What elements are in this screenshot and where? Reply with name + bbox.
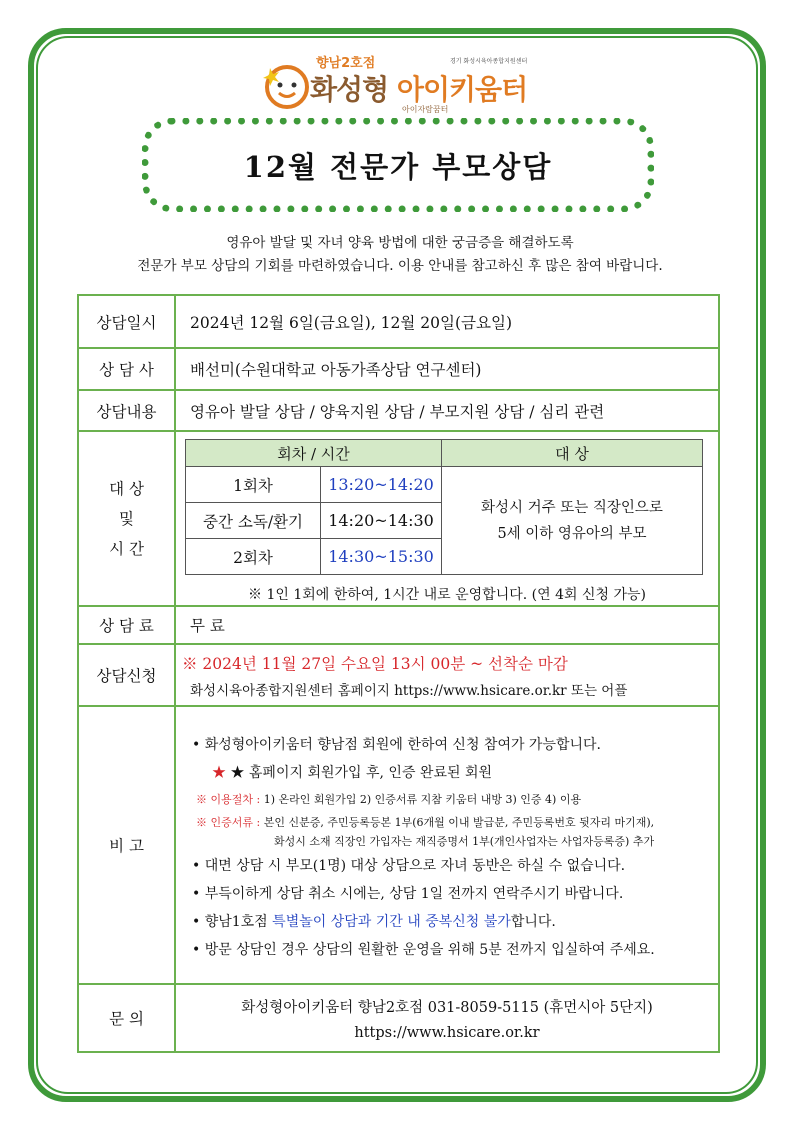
label-target (78, 431, 175, 606)
intro-line-2: 전문가 부모 상담의 기회를 마련하였습니다. 이용 안내를 참고하신 후 많은 참여 바랍니다. (137, 258, 663, 274)
label-contact: 문 의 (78, 984, 175, 1052)
row-fee (78, 606, 719, 644)
intro-line-1: 영유아 발달 및 자녀 양육 방법에 대한 궁금증을 해결하도록 (226, 235, 574, 251)
remark-procedure (192, 794, 717, 805)
remark-membership-sub-text: ★ 홈페이지 회원가입 후, 인증 완료된 회원 (230, 764, 492, 781)
target-note: ※ 1인 1회에 한하여, 1시간 내로 운영합니다. (연 4회 신청 가능) (248, 587, 646, 603)
value-remarks (175, 706, 719, 984)
row-target (78, 431, 719, 606)
label-apply: 상담신청 (78, 644, 175, 706)
row-remarks (78, 706, 719, 984)
target-desc (442, 467, 703, 575)
procedure-label: ※ 이용절차 : (196, 792, 261, 806)
value-contact (175, 984, 719, 1052)
session-name: 2회차 (186, 539, 321, 575)
session-time: 14:30~15:30 (321, 539, 442, 575)
page-title: 12월 전문가 부모상담 (243, 149, 553, 184)
schedule-table (185, 439, 703, 575)
remark-no-children: • 대면 상담 시 부모(1명) 대상 상담으로 자녀 동반은 하실 수 없습니다. (192, 857, 626, 874)
title-box (142, 118, 654, 212)
session-time: 14:20~14:30 (321, 503, 442, 539)
contact-url[interactable]: https://www.hsicare.or.kr (354, 1024, 540, 1041)
label-date: 상담일시 (78, 295, 175, 348)
child-face-icon (262, 60, 312, 110)
remark-duplicate (192, 915, 717, 929)
label-target-3: 시 간 (109, 539, 144, 558)
remark-documents (192, 817, 717, 828)
label-counselor: 상 담 사 (78, 348, 175, 390)
brand-logo (262, 48, 542, 118)
value-date: 2024년 12월 6일(금요일), 12월 20일(금요일) (175, 295, 719, 348)
documents-text-2: 화성시 소재 직장인 가입자는 재직증명서 1부(개인사업자는 사업자등록증) 추가 (274, 834, 655, 848)
col-session: 회차 / 시간 (186, 440, 442, 467)
schedule-row (186, 467, 703, 503)
logo-name-part1: 화성형 (310, 73, 397, 106)
label-remarks: 비 고 (78, 706, 175, 984)
label-target-2: 및 (119, 509, 134, 528)
remark-cancel: • 부득이하게 상담 취소 시에는, 상담 1일 전까지 연락주시기 바랍니다. (192, 885, 624, 902)
apply-method: 화성시육아종합지원센터 홈페이지 https://www.hsicare.or.kr 또는 어플 (190, 682, 628, 699)
info-table (77, 294, 720, 1053)
label-content: 상담내용 (78, 390, 175, 431)
remark-duplicate-b: 특별놀이 상담과 기간 내 중복신청 불가 (272, 913, 511, 930)
contact-phone: 화성형아이키움터 향남2호점 031-8059-5115 (휴먼시아 5단지) (241, 999, 653, 1016)
row-counselor (78, 348, 719, 390)
remark-duplicate-a: • 향남1호점 (192, 913, 273, 930)
value-content: 영유아 발달 상담 / 양육지원 상담 / 부모지원 상담 / 심리 관련 (175, 390, 719, 431)
partner-logo-text: 경기 화성시육아종합지원센터 (450, 58, 528, 65)
value-counselor: 배선미(수원대학교 아동가족상담 연구센터) (175, 348, 719, 390)
row-content (78, 390, 719, 431)
value-apply (175, 644, 719, 706)
procedure-text: 1) 온라인 회원가입 2) 인증서류 지참 키움터 내방 3) 인증 4) 이용 (263, 792, 582, 806)
row-apply (78, 644, 719, 706)
target-line-2: 5세 이하 영유아의 부모 (497, 525, 647, 542)
session-name: 1회차 (186, 467, 321, 503)
value-fee: 무 료 (175, 606, 719, 644)
documents-text-1: 본인 신분증, 주민등록등본 1부(6개월 이내 발급분, 주민등록번호 뒷자리 마기재), (263, 815, 655, 829)
remark-arrival: • 방문 상담인 경우 상담의 원활한 운영을 위해 5분 전까지 입실하여 주세요. (192, 941, 655, 958)
col-target: 대 상 (442, 440, 703, 467)
row-date (78, 295, 719, 348)
documents-label: ※ 인증서류 : (196, 815, 261, 829)
remark-membership: • 화성형아이키움터 향남점 회원에 한하여 신청 참여가 가능합니다. (192, 736, 602, 753)
star-icon: ★ (212, 764, 226, 781)
schedule-header (186, 440, 703, 467)
remark-membership-sub (192, 766, 717, 780)
logo-branch: 향남2호점 (316, 56, 376, 71)
remark-duplicate-c: 합니다. (510, 913, 556, 930)
label-fee: 상 담 료 (78, 606, 175, 644)
logo-tagline: 아이자람꿈터 (402, 105, 449, 114)
value-target (175, 431, 719, 606)
row-contact (78, 984, 719, 1052)
label-target-1: 대 상 (109, 479, 144, 498)
logo-name (310, 68, 527, 108)
apply-deadline: ※ 2024년 11월 27일 수요일 13시 00분 ~ 선착순 마감 (182, 654, 568, 673)
logo-name-part2: 아이키움터 (396, 73, 528, 106)
session-time: 13:20~14:20 (321, 467, 442, 503)
session-name: 중간 소독/환기 (186, 503, 321, 539)
target-line-1: 화성시 거주 또는 직장인으로 (481, 499, 663, 516)
